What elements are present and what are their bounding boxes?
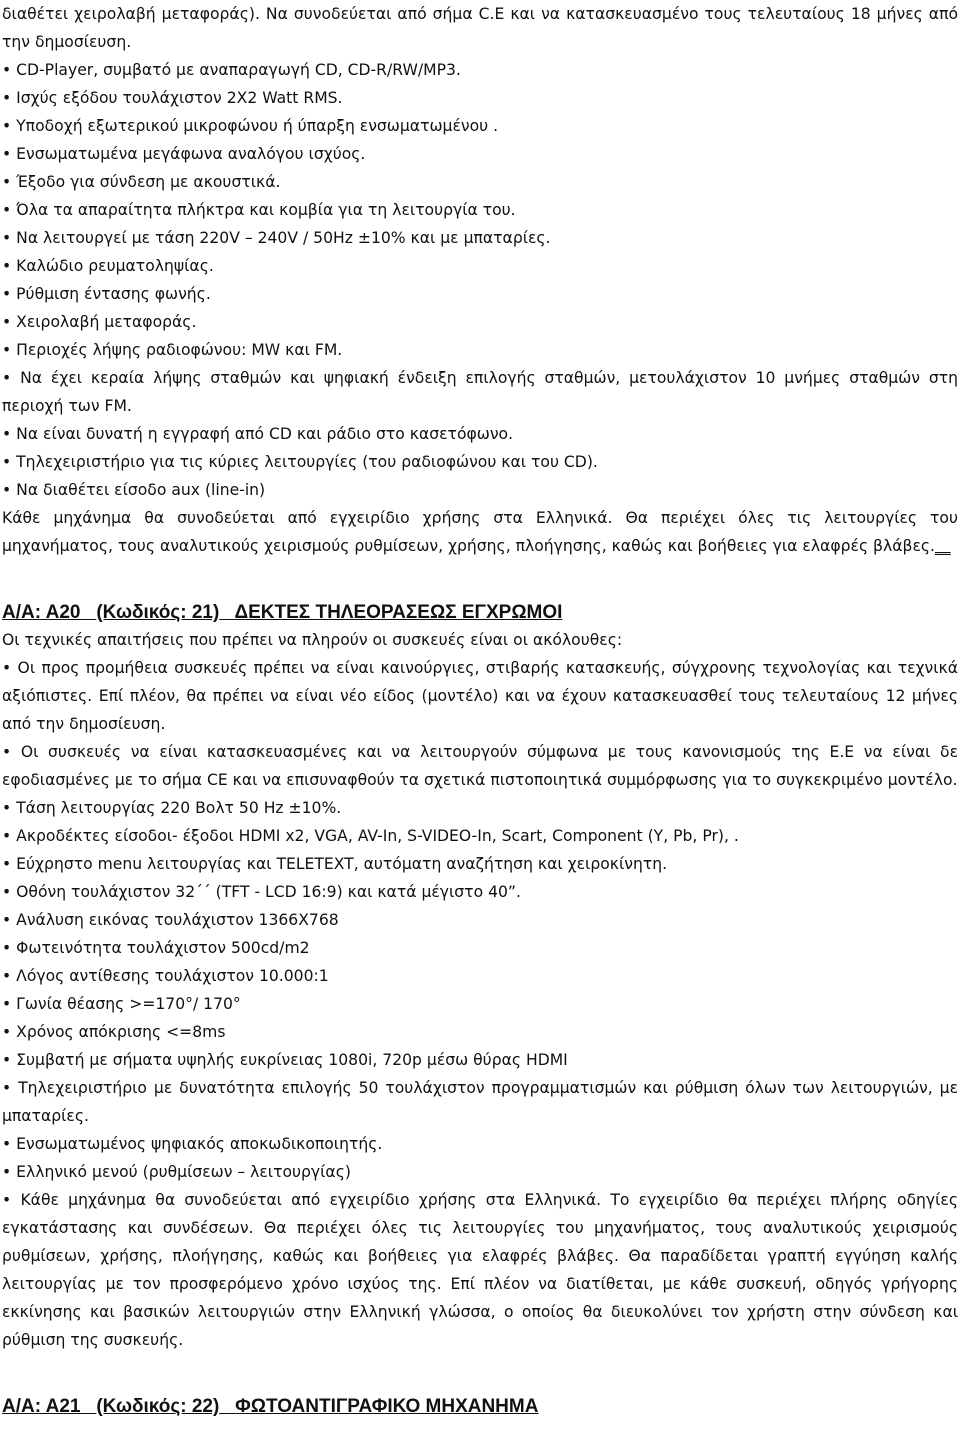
top-continuation-paragraph: διαθέτει χειρολαβή μεταφοράς). Να συνοδεύεται από σήμα C.E και να κατασκευασμένο τους τελευταίους 18 μήνες από την δημοσίευση. [2, 5, 958, 51]
list-item: • Περιοχές λήψης ραδιοφώνου: MW και FM. [2, 336, 958, 364]
heading-space [80, 1396, 96, 1417]
section-code: (Κωδικός: 22) [96, 1396, 220, 1417]
list-item: • Έξοδο για σύνδεση με ακουστικά. [2, 168, 958, 196]
list-item: • Οι συσκευές να είναι κατασκευασμένες και να λειτουργούν σύμφωνα με τους κανονισμούς της Ε.Ε να είναι δε εφοδιασμένες με το σήμα CE και να επισυναφθούν τα σχετικά πιστοποιητικά συμμόρφωσης για το συγκεκριμένο μοντέλο. [2, 738, 958, 794]
list-item: • Ακροδέκτες είσοδοι- έξοδοι HDMI x2, VGA, AV-In, S-VIDEO-In, Scart, Component (Y, Pb, Pr), . [2, 822, 958, 850]
list-item: • Καλώδιο ρευματοληψίας. [2, 252, 958, 280]
list-1 [2, 56, 958, 504]
list-item: • Να λειτουργεί με τάση 220V – 240V / 50Hz ±10% και με μπαταρίες. [2, 224, 958, 252]
section-aa: Α/Α: Α20 [2, 602, 81, 623]
section-title: ΔΕΚΤΕΣ ΤΗΛΕΟΡΑΣΕΩΣ ΕΓΧΡΩΜΟΙ [234, 602, 563, 623]
list-item: • Εύχρηστο menu λειτουργίας και TELETEXT, αυτόματη αναζήτηση και χειροκίνητη. [2, 850, 958, 878]
list-item: • Ελληνικό μενού (ρυθμίσεων – λειτουργίας) [2, 1158, 958, 1186]
section-aa: Α/Α: Α21 [2, 1396, 81, 1417]
list-item: • Υποδοχή εξωτερικού μικροφώνου ή ύπαρξη ενσωματωμένου . [2, 112, 958, 140]
heading-space [219, 602, 234, 623]
list-2 [2, 654, 958, 1354]
list-item: • Οι προς προμήθεια συσκευές πρέπει να είναι καινούργιες, στιβαρής κατασκευής, σύγχρονης τεχνολογίας και τεχνικά αξιόπιστες. Επί πλέον, θα πρέπει να είναι νέο είδος (μοντέλο) και να έχουν κατασκευασθεί τους τελευταίους 12 μήνες από την δημοσίευση. [2, 654, 958, 738]
list-item: • Κάθε μηχάνημα θα συνοδεύεται από εγχειρίδιο χρήσης στα Ελληνικά. Το εγχειρίδιο θα περιέχει πλήρης οδηγίες εγκατάστασης και συνδέσεων. Θα περιέχει όλες τις λειτουργίες του μηχανήματος, τους αναλυτικούς χειρισμούς ρυθμίσεων, χρήσης, πλοήγησης, καθώς και βοήθειες για ελαφρές βλάβες. Θα παραδίδεται γραπτή εγγύηση καλής λειτουργίας με τον προσφερόμενο χρόνο ισχύος της. Επί πλέον να διατίθεται, με κάθε συσκευή, οδηγός γρήγορης εκκίνησης και βασικών λειτουργιών στην Ελληνική γλώσσα, ο οποίος θα διευκολύνει τον χρήστη στην σύνδεση και ρύθμιση της συσκευής. [2, 1186, 958, 1354]
list-item: • Συμβατή με σήματα υψηλής ευκρίνειας 1080i, 720p μέσω θύρας HDMI [2, 1046, 958, 1074]
section-code: (Κωδικός: 21) [96, 602, 220, 623]
section-intro: Οι τεχνικές απαιτήσεις που πρέπει να πληρούν οι συσκευές είναι οι ακόλουθες: [2, 631, 623, 649]
manual-paragraph-text: Κάθε μηχάνημα θα συνοδεύεται από εγχειρίδιο χρήσης στα Ελληνικά. Θα περιέχει όλες τις λειτουργίες του μηχανήματος, τους αναλυτικούς χειρισμούς ρυθμίσεων, χρήσης, πλοήγησης, καθώς και βοήθειες για ελαφρές βλάβες. [2, 509, 958, 555]
list-item: • Οθόνη τουλάχιστον 32΄΄ (TFT - LCD 16:9) και κατά μέγιστο 40”. [2, 878, 958, 906]
list-item: • Φωτεινότητα τουλάχιστον 500cd/m2 [2, 934, 958, 962]
heading-space [219, 1396, 235, 1417]
list-item: • Ισχύς εξόδου τουλάχιστον 2X2 Watt RMS. [2, 84, 958, 112]
section-heading-a20 [2, 600, 958, 626]
section-spacer [2, 560, 958, 600]
list-item: • CD-Player, συμβατό με αναπαραγωγή CD, CD-R/RW/MP3. [2, 56, 958, 84]
section-heading-a21 [2, 1394, 958, 1420]
list-item: • Να έχει κεραία λήψης σταθμών και ψηφιακή ένδειξη επιλογής σταθμών, μετουλάχιστον 10 μνήμες σταθμών στη περιοχή των FM. [2, 364, 958, 420]
list-item: • Χειρολαβή μεταφοράς. [2, 308, 958, 336]
list-item: • Τάση λειτουργίας 220 Βολτ 50 Hz ±10%. [2, 794, 958, 822]
list-item: • Όλα τα απαραίτητα πλήκτρα και κομβία για τη λειτουργία του. [2, 196, 958, 224]
manual-paragraph [2, 504, 958, 560]
list-item: • Χρόνος απόκρισης <=8ms [2, 1018, 958, 1046]
heading-space [80, 602, 96, 623]
list-item: • Γωνία θέασης >=170°/ 170° [2, 990, 958, 1018]
list-item: • Ενσωματωμένα μεγάφωνα αναλόγου ισχύος. [2, 140, 958, 168]
list-item: • Ανάλυση εικόνας τουλάχιστον 1366Χ768 [2, 906, 958, 934]
list-item: • Ενσωματωμένος ψηφιακός αποκωδικοποιητής. [2, 1130, 958, 1158]
list-item: • Λόγος αντίθεσης τουλάχιστον 10.000:1 [2, 962, 958, 990]
section-title: ΦΩΤΟΑΝΤΙΓΡΑΦΙΚΟ ΜΗΧΑΝΗΜΑ [235, 1396, 539, 1417]
list-item: • Ρύθμιση έντασης φωνής. [2, 280, 958, 308]
list-item: • Να είναι δυνατή η εγγραφή από CD και ράδιο στο κασετόφωνο. [2, 420, 958, 448]
list-item: • Τηλεχειριστήριο με δυνατότητα επιλογής 50 τουλάχιστον προγραμματισμών και ρύθμιση όλων των λειτουργιών, με μπαταρίες. [2, 1074, 958, 1130]
list-item: • Να διαθέτει είσοδο aux (line-in) [2, 476, 958, 504]
list-item: • Τηλεχειριστήριο για τις κύριες λειτουργίες (του ραδιοφώνου και του CD). [2, 448, 958, 476]
manual-paragraph-trail: __ [935, 537, 951, 555]
section-spacer [2, 1354, 958, 1394]
